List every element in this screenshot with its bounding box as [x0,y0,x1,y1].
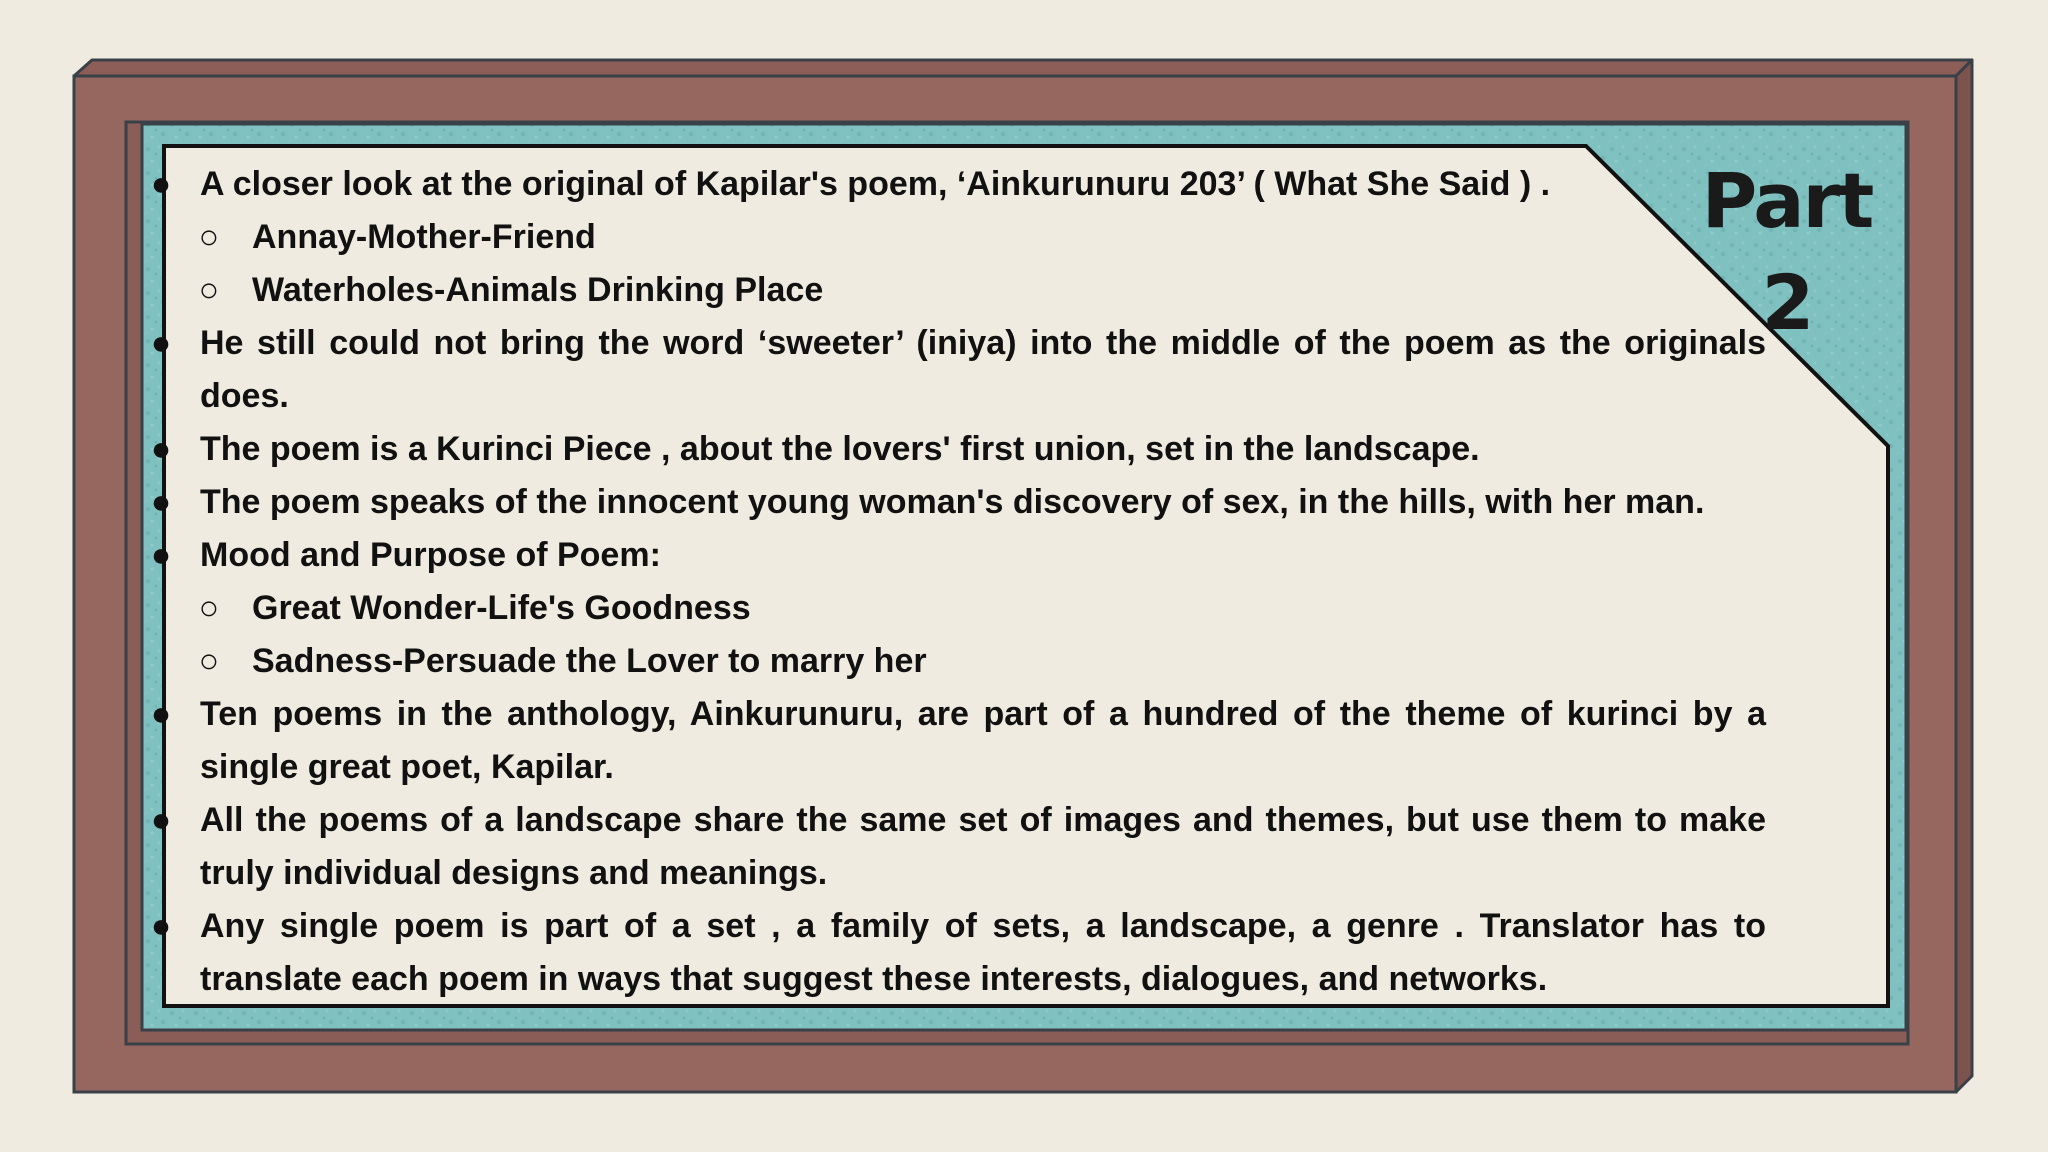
list-item-text: The poem speaks of the innocent young woman's discovery of sex, in the hills, with her man. [200,483,1705,521]
list-item-text: Waterholes-Animals Drinking Place [252,271,824,309]
list-item-text: Ten poems in the anthology, Ainkurunuru, are part of a hundred of the theme of kurinci by a single great poet, Kapilar. [200,695,1766,786]
list-item-text: He still could not bring the word ‘sweeter’ (iniya) into the middle of the poem as the originals does. [200,324,1766,415]
list-item-text: Annay-Mother-Friend [252,218,596,256]
bullet-dot-icon: ● [150,165,172,203]
list-item-text: Any single poem is part of a set , a family of sets, a landscape, a genre . Translator has to translate each poem in ways that suggest these interests, dialogues, and networks. [200,907,1766,998]
list-item [150,900,1766,1006]
part-title-line-1: Part [1701,156,1873,245]
bullet-dot-icon: ● [150,324,172,362]
bullet-dot-icon: ● [150,536,172,574]
list-item-text: Mood and Purpose of Poem: [200,536,661,574]
bullet-circle-icon: ○ [198,642,220,680]
list-item-text: Sadness-Persuade the Lover to marry her [252,642,927,680]
list-item [150,158,1766,211]
list-item-text: A closer look at the original of Kapilar's poem, ‘Ainkurunuru 203’ ( What She Said ) . [200,165,1551,203]
bullet-dot-icon: ● [150,430,172,468]
sub-list-item [200,635,1766,688]
list-item [150,476,1766,529]
bullet-circle-icon: ○ [198,271,220,309]
bullet-circle-icon: ○ [198,218,220,256]
list-item [150,529,1766,582]
sub-list-item [200,264,1766,317]
bullet-circle-icon: ○ [198,589,220,627]
list-item [150,317,1766,423]
sub-list-item [200,211,1766,264]
bullet-list [150,158,1766,1006]
list-item [150,688,1766,794]
frame-right-bevel [1956,60,1972,1092]
list-item [150,423,1766,476]
list-item [150,794,1766,900]
bullet-dot-icon: ● [150,907,172,945]
part-title-line-2: 2 [1761,258,1813,347]
list-item-text: The poem is a Kurinci Piece , about the lovers' first union, set in the landscape. [200,430,1480,468]
frame-top-bevel [74,60,1972,76]
list-item-text: All the poems of a landscape share the same set of images and themes, but use them to make truly individual designs and meanings. [200,801,1766,892]
list-item-text: Great Wonder-Life's Goodness [252,589,751,627]
bullet-dot-icon: ● [150,801,172,839]
sub-list-item [200,582,1766,635]
bullet-dot-icon: ● [150,483,172,521]
bullet-dot-icon: ● [150,695,172,733]
